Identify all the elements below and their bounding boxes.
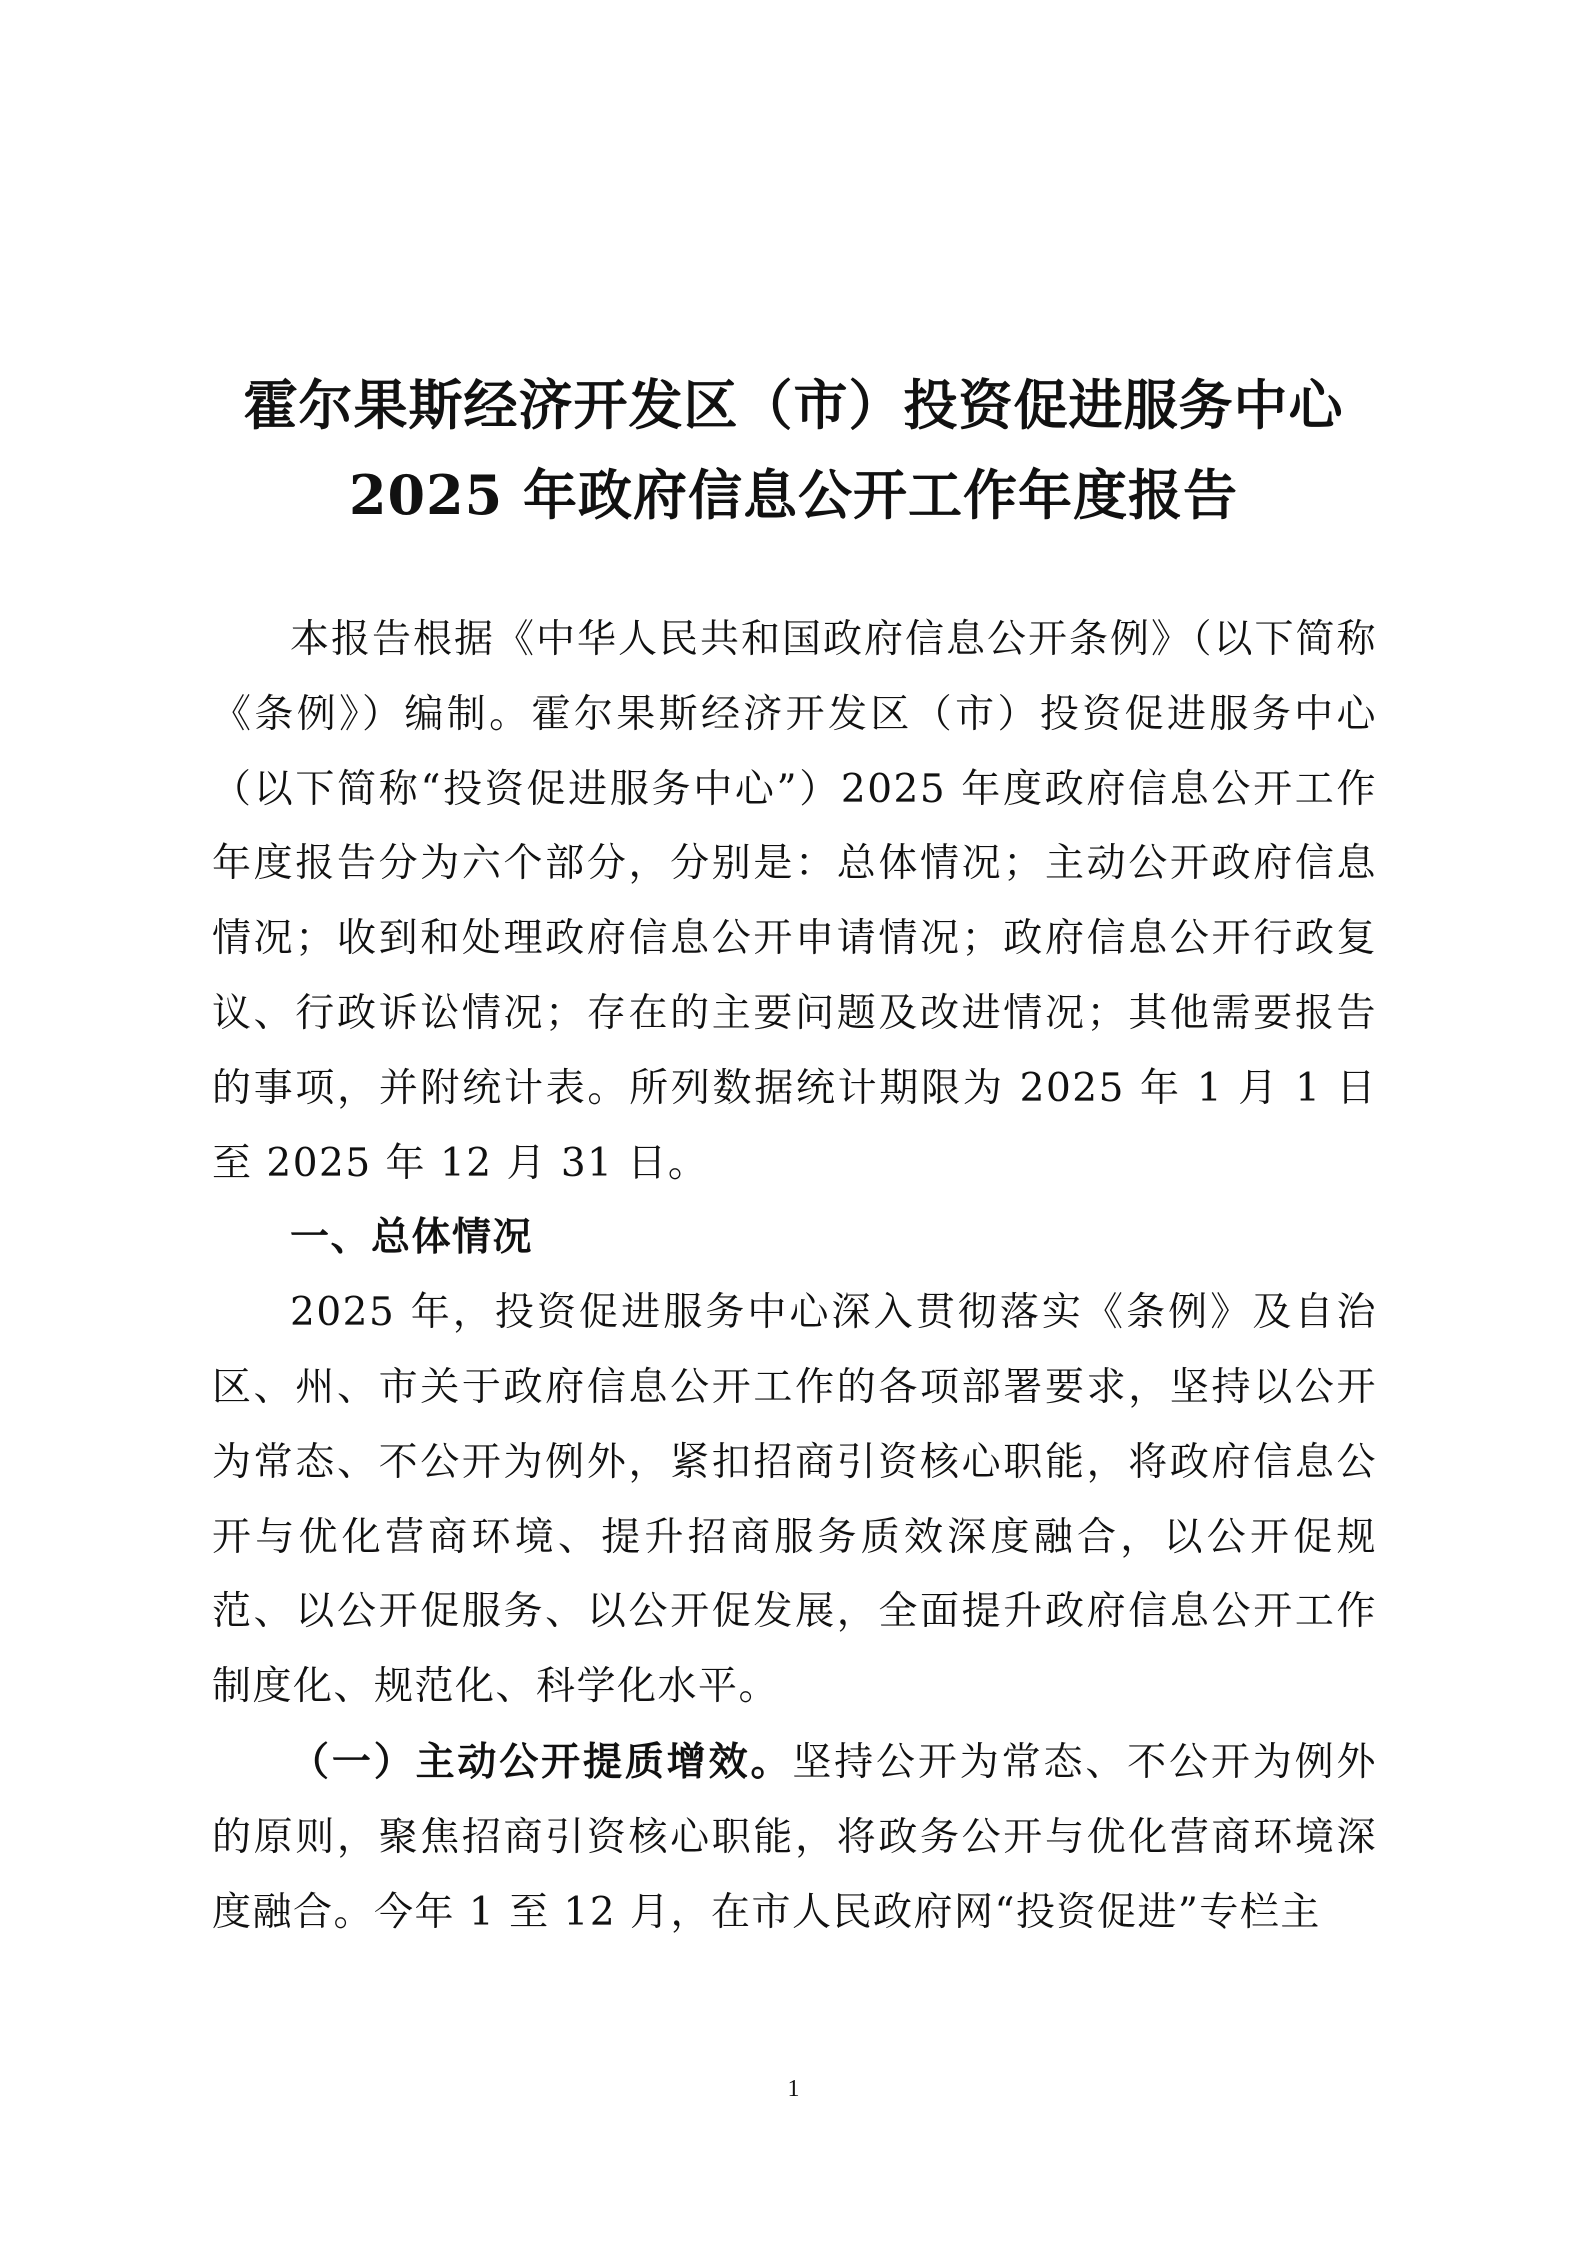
report-body: [212, 603, 1377, 1950]
page-number: 1: [787, 2076, 800, 2102]
subsection-text: 坚持公开为常态、不公开为例外的原则，聚焦招商引资核心职能，将政务公开与优化营商环境深度融合。今年 1 至 12 月，在市人民政府网“投资促进”专栏主: [212, 1739, 1377, 1935]
subsection-lead: （一）主动公开提质增效。: [290, 1738, 793, 1785]
title-line-2: 2025 年政府信息公开工作年度报告: [348, 463, 1239, 527]
section-heading-overall: 一、总体情况: [290, 1215, 534, 1261]
report-title: [180, 360, 1407, 540]
intro-paragraph: 本报告根据《中华人民共和国政府信息公开条例》（以下简称《条例》）编制。霍尔果斯经济开发区（市）投资促进服务中心（以下简称“投资促进服务中心”）2025 年度政府信息公开工作年度报告分为六个部分，分别是：总体情况；主动公开政府信息情况；收到和处理政府信息公开申请情况；政府信息公开行政复议、行政诉讼情况；存在的主要问题及改进情况；其他需要报告的事项，并附统计表。所列数据统计期限为 2025 年 1 月 1 日至 2025 年 12 月 31 日。: [212, 617, 1377, 1186]
title-line-1: 霍尔果斯经济开发区（市）投资促进服务中心: [243, 373, 1344, 437]
subsection-paragraph: [212, 1725, 1377, 1950]
overall-paragraph: 2025 年，投资促进服务中心深入贯彻落实《条例》及自治区、州、市关于政府信息公开工作的各项部署要求，坚持以公开为常态、不公开为例外，紧扣招商引资核心职能，将政府信息公开与优化营商环境、提升招商服务质效深度融合，以公开促规范、以公开促服务、以公开促发展，全面提升政府信息公开工作制度化、规范化、科学化水平。: [212, 1290, 1377, 1710]
